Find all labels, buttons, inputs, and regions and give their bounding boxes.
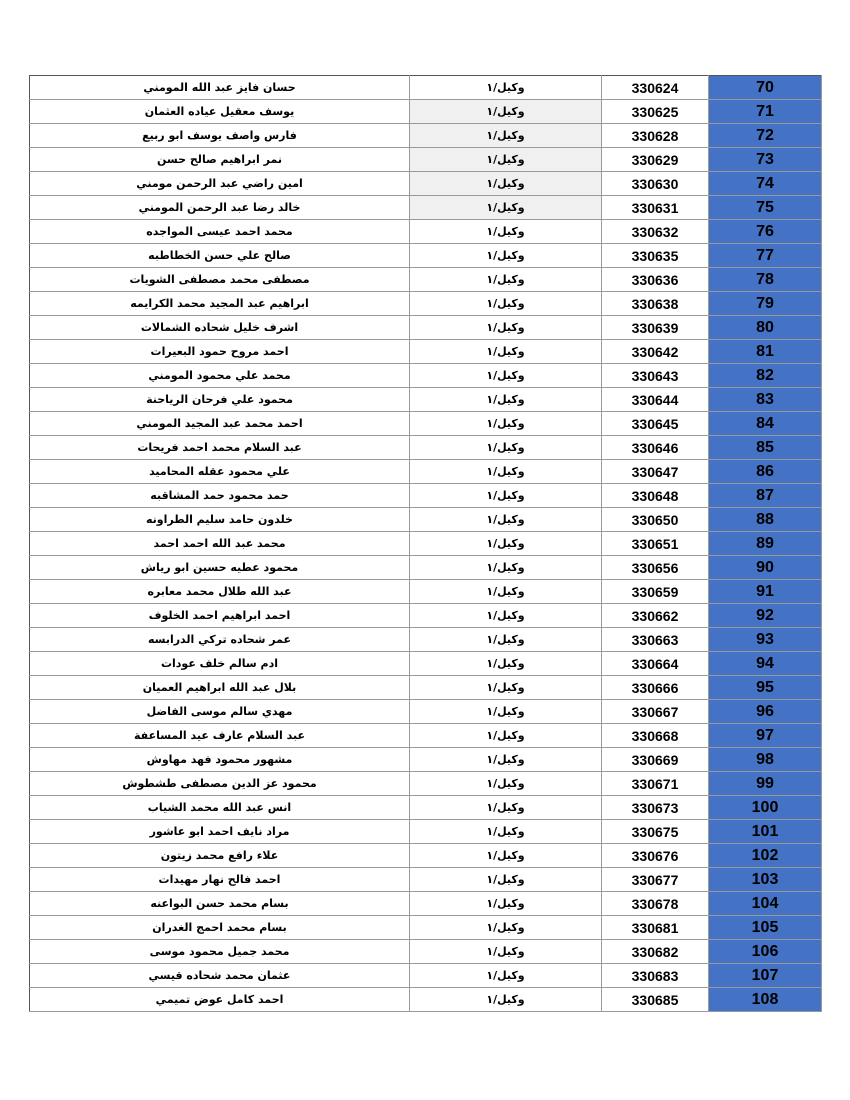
table-row xyxy=(30,196,822,220)
rank-cell: وكيل/١ xyxy=(410,340,602,364)
rank-cell: وكيل/١ xyxy=(410,844,602,868)
table-row xyxy=(30,892,822,916)
table-row xyxy=(30,556,822,580)
person-name-cell: محمود عطيه حسين ابو رياش xyxy=(30,556,410,580)
id-number-cell: 330651 xyxy=(602,532,709,556)
rank-cell: وكيل/١ xyxy=(410,532,602,556)
table-row xyxy=(30,916,822,940)
table-row xyxy=(30,172,822,196)
id-number-cell: 330628 xyxy=(602,124,709,148)
person-name-cell: بسام محمد حسن البواعنه xyxy=(30,892,410,916)
person-name-cell: عبد الله طلال محمد معابره xyxy=(30,580,410,604)
person-name-cell: محمود علي فرحان الرياحنة xyxy=(30,388,410,412)
person-name-cell: اشرف خليل شحاده الشمالات xyxy=(30,316,410,340)
sequence-number-cell: 100 xyxy=(709,796,822,820)
table-row xyxy=(30,220,822,244)
rank-cell: وكيل/١ xyxy=(410,628,602,652)
person-name-cell: محمد علي محمود المومني xyxy=(30,364,410,388)
person-name-cell: محمود عز الدين مصطفى طشطوش xyxy=(30,772,410,796)
id-number-cell: 330675 xyxy=(602,820,709,844)
sequence-number-cell: 73 xyxy=(709,148,822,172)
person-name-cell: عبد السلام محمد احمد فريحات xyxy=(30,436,410,460)
person-name-cell: صالح علي حسن الخطاطبه xyxy=(30,244,410,268)
table-row xyxy=(30,724,822,748)
person-name-cell: يوسف معقيل عياده العثمان xyxy=(30,100,410,124)
sequence-number-cell: 82 xyxy=(709,364,822,388)
rank-cell: وكيل/١ xyxy=(410,556,602,580)
id-number-cell: 330650 xyxy=(602,508,709,532)
id-number-cell: 330678 xyxy=(602,892,709,916)
id-number-cell: 330624 xyxy=(602,76,709,100)
person-name-cell: بسام محمد احمج الغدران xyxy=(30,916,410,940)
id-number-cell: 330673 xyxy=(602,796,709,820)
roster-body xyxy=(30,76,822,1012)
sequence-number-cell: 91 xyxy=(709,580,822,604)
sequence-number-cell: 89 xyxy=(709,532,822,556)
table-row xyxy=(30,148,822,172)
sequence-number-cell: 99 xyxy=(709,772,822,796)
sequence-number-cell: 77 xyxy=(709,244,822,268)
rank-cell: وكيل/١ xyxy=(410,988,602,1012)
sequence-number-cell: 92 xyxy=(709,604,822,628)
id-number-cell: 330629 xyxy=(602,148,709,172)
sequence-number-cell: 90 xyxy=(709,556,822,580)
rank-cell: وكيل/١ xyxy=(410,148,602,172)
person-name-cell: مشهور محمود فهد مهاوش xyxy=(30,748,410,772)
sequence-number-cell: 98 xyxy=(709,748,822,772)
sequence-number-cell: 79 xyxy=(709,292,822,316)
sequence-number-cell: 70 xyxy=(709,76,822,100)
sequence-number-cell: 72 xyxy=(709,124,822,148)
table-row xyxy=(30,76,822,100)
table-row xyxy=(30,748,822,772)
table-row xyxy=(30,580,822,604)
table-row xyxy=(30,628,822,652)
id-number-cell: 330645 xyxy=(602,412,709,436)
table-row xyxy=(30,460,822,484)
sequence-number-cell: 71 xyxy=(709,100,822,124)
sequence-number-cell: 88 xyxy=(709,508,822,532)
id-number-cell: 330643 xyxy=(602,364,709,388)
id-number-cell: 330676 xyxy=(602,844,709,868)
table-row xyxy=(30,772,822,796)
person-name-cell: عثمان محمد شحاده قيسي xyxy=(30,964,410,988)
rank-cell: وكيل/١ xyxy=(410,100,602,124)
id-number-cell: 330630 xyxy=(602,172,709,196)
id-number-cell: 330644 xyxy=(602,388,709,412)
sequence-number-cell: 108 xyxy=(709,988,822,1012)
id-number-cell: 330682 xyxy=(602,940,709,964)
id-number-cell: 330638 xyxy=(602,292,709,316)
person-name-cell: علاء رافع محمد زيتون xyxy=(30,844,410,868)
table-row xyxy=(30,652,822,676)
table-row xyxy=(30,604,822,628)
sequence-number-cell: 107 xyxy=(709,964,822,988)
rank-cell: وكيل/١ xyxy=(410,796,602,820)
table-row xyxy=(30,436,822,460)
person-name-cell: علي محمود عقله المحاميد xyxy=(30,460,410,484)
person-name-cell: حسان فايز عبد الله المومني xyxy=(30,76,410,100)
sequence-number-cell: 105 xyxy=(709,916,822,940)
table-row xyxy=(30,940,822,964)
rank-cell: وكيل/١ xyxy=(410,172,602,196)
rank-cell: وكيل/١ xyxy=(410,484,602,508)
table-row xyxy=(30,676,822,700)
rank-cell: وكيل/١ xyxy=(410,604,602,628)
sequence-number-cell: 75 xyxy=(709,196,822,220)
rank-cell: وكيل/١ xyxy=(410,460,602,484)
table-row xyxy=(30,364,822,388)
table-row xyxy=(30,340,822,364)
sequence-number-cell: 95 xyxy=(709,676,822,700)
rank-cell: وكيل/١ xyxy=(410,220,602,244)
id-number-cell: 330647 xyxy=(602,460,709,484)
person-name-cell: بلال عبد الله ابراهيم العميان xyxy=(30,676,410,700)
person-name-cell: احمد ابراهيم احمد الخلوف xyxy=(30,604,410,628)
id-number-cell: 330664 xyxy=(602,652,709,676)
id-number-cell: 330666 xyxy=(602,676,709,700)
sequence-number-cell: 94 xyxy=(709,652,822,676)
person-name-cell: محمد احمد عيسى المواجده xyxy=(30,220,410,244)
table-row xyxy=(30,268,822,292)
person-name-cell: احمد مروح حمود البعيرات xyxy=(30,340,410,364)
sequence-number-cell: 96 xyxy=(709,700,822,724)
rank-cell: وكيل/١ xyxy=(410,316,602,340)
table-row xyxy=(30,868,822,892)
id-number-cell: 330659 xyxy=(602,580,709,604)
rank-cell: وكيل/١ xyxy=(410,700,602,724)
rank-cell: وكيل/١ xyxy=(410,748,602,772)
id-number-cell: 330685 xyxy=(602,988,709,1012)
id-number-cell: 330667 xyxy=(602,700,709,724)
rank-cell: وكيل/١ xyxy=(410,724,602,748)
sequence-number-cell: 103 xyxy=(709,868,822,892)
rank-cell: وكيل/١ xyxy=(410,76,602,100)
rank-cell: وكيل/١ xyxy=(410,652,602,676)
person-name-cell: عبد السلام عارف عيد المساعفة xyxy=(30,724,410,748)
person-name-cell: مراد نايف احمد ابو عاشور xyxy=(30,820,410,844)
rank-cell: وكيل/١ xyxy=(410,508,602,532)
person-name-cell: احمد كامل عوض تميمي xyxy=(30,988,410,1012)
sequence-number-cell: 83 xyxy=(709,388,822,412)
person-name-cell: خالد رضا عبد الرحمن المومني xyxy=(30,196,410,220)
rank-cell: وكيل/١ xyxy=(410,820,602,844)
table-row xyxy=(30,388,822,412)
id-number-cell: 330669 xyxy=(602,748,709,772)
id-number-cell: 330663 xyxy=(602,628,709,652)
person-name-cell: احمد فالح نهار مهيدات xyxy=(30,868,410,892)
id-number-cell: 330631 xyxy=(602,196,709,220)
sequence-number-cell: 80 xyxy=(709,316,822,340)
person-name-cell: محمد جميل محمود موسى xyxy=(30,940,410,964)
id-number-cell: 330671 xyxy=(602,772,709,796)
table-row xyxy=(30,412,822,436)
person-name-cell: مهدي سالم موسى الفاضل xyxy=(30,700,410,724)
rank-cell: وكيل/١ xyxy=(410,268,602,292)
table-row xyxy=(30,988,822,1012)
sequence-number-cell: 102 xyxy=(709,844,822,868)
person-name-cell: احمد محمد عبد المجيد المومني xyxy=(30,412,410,436)
table-row xyxy=(30,316,822,340)
rank-cell: وكيل/١ xyxy=(410,580,602,604)
person-name-cell: فارس واصف يوسف ابو ربيع xyxy=(30,124,410,148)
rank-cell: وكيل/١ xyxy=(410,916,602,940)
id-number-cell: 330683 xyxy=(602,964,709,988)
id-number-cell: 330681 xyxy=(602,916,709,940)
rank-cell: وكيل/١ xyxy=(410,436,602,460)
sequence-number-cell: 85 xyxy=(709,436,822,460)
table-row xyxy=(30,844,822,868)
sequence-number-cell: 78 xyxy=(709,268,822,292)
person-name-cell: امين راضي عبد الرحمن مومني xyxy=(30,172,410,196)
table-row xyxy=(30,244,822,268)
sequence-number-cell: 106 xyxy=(709,940,822,964)
table-row xyxy=(30,820,822,844)
table-row xyxy=(30,964,822,988)
rank-cell: وكيل/١ xyxy=(410,964,602,988)
table-row xyxy=(30,124,822,148)
sequence-number-cell: 76 xyxy=(709,220,822,244)
sequence-number-cell: 86 xyxy=(709,460,822,484)
person-name-cell: محمد عبد الله احمد احمد xyxy=(30,532,410,556)
rank-cell: وكيل/١ xyxy=(410,244,602,268)
person-name-cell: خلدون حامد سليم الطراونه xyxy=(30,508,410,532)
id-number-cell: 330632 xyxy=(602,220,709,244)
table-row xyxy=(30,700,822,724)
table-row xyxy=(30,484,822,508)
roster-table xyxy=(29,75,822,1012)
table-row xyxy=(30,292,822,316)
rank-cell: وكيل/١ xyxy=(410,124,602,148)
table-row xyxy=(30,508,822,532)
rank-cell: وكيل/١ xyxy=(410,196,602,220)
id-number-cell: 330635 xyxy=(602,244,709,268)
id-number-cell: 330646 xyxy=(602,436,709,460)
id-number-cell: 330636 xyxy=(602,268,709,292)
rank-cell: وكيل/١ xyxy=(410,388,602,412)
rank-cell: وكيل/١ xyxy=(410,676,602,700)
id-number-cell: 330668 xyxy=(602,724,709,748)
person-name-cell: مصطفى محمد مصطفى الشويات xyxy=(30,268,410,292)
sequence-number-cell: 84 xyxy=(709,412,822,436)
person-name-cell: ابراهيم عبد المجيد محمد الكرايمه xyxy=(30,292,410,316)
id-number-cell: 330642 xyxy=(602,340,709,364)
rank-cell: وكيل/١ xyxy=(410,364,602,388)
table-row xyxy=(30,100,822,124)
sequence-number-cell: 104 xyxy=(709,892,822,916)
rank-cell: وكيل/١ xyxy=(410,412,602,436)
person-name-cell: ادم سالم خلف عودات xyxy=(30,652,410,676)
rank-cell: وكيل/١ xyxy=(410,772,602,796)
id-number-cell: 330648 xyxy=(602,484,709,508)
id-number-cell: 330656 xyxy=(602,556,709,580)
sequence-number-cell: 81 xyxy=(709,340,822,364)
sequence-number-cell: 93 xyxy=(709,628,822,652)
id-number-cell: 330639 xyxy=(602,316,709,340)
rank-cell: وكيل/١ xyxy=(410,940,602,964)
id-number-cell: 330662 xyxy=(602,604,709,628)
table-row xyxy=(30,796,822,820)
person-name-cell: حمد محمود حمد المشاقبه xyxy=(30,484,410,508)
rank-cell: وكيل/١ xyxy=(410,892,602,916)
table-row xyxy=(30,532,822,556)
id-number-cell: 330625 xyxy=(602,100,709,124)
sequence-number-cell: 101 xyxy=(709,820,822,844)
sequence-number-cell: 97 xyxy=(709,724,822,748)
id-number-cell: 330677 xyxy=(602,868,709,892)
rank-cell: وكيل/١ xyxy=(410,292,602,316)
rank-cell: وكيل/١ xyxy=(410,868,602,892)
sequence-number-cell: 74 xyxy=(709,172,822,196)
person-name-cell: عمر شحاده تركي الدرابسه xyxy=(30,628,410,652)
sequence-number-cell: 87 xyxy=(709,484,822,508)
person-name-cell: نمر ابراهيم صالح حسن xyxy=(30,148,410,172)
person-name-cell: انس عبد الله محمد الشياب xyxy=(30,796,410,820)
